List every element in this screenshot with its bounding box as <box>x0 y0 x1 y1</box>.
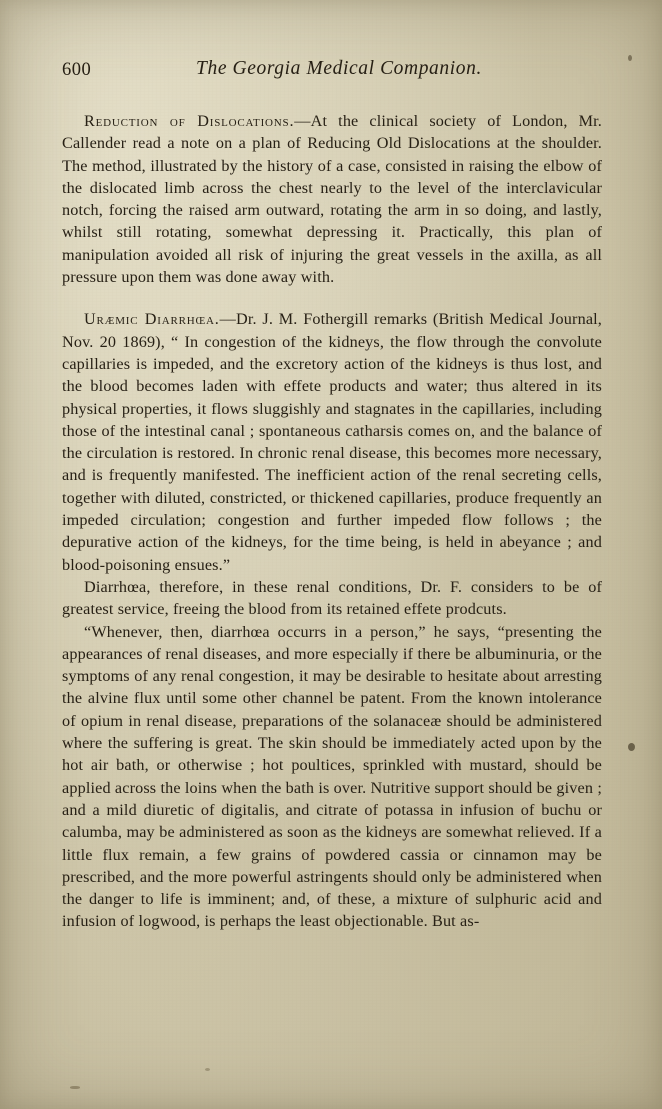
ink-smudge-icon <box>70 1086 80 1089</box>
article-heading-reduction: Reduction of Dislocations. <box>84 112 295 130</box>
running-head <box>62 58 602 88</box>
page-number: 600 <box>62 60 92 80</box>
article-reduction-of-dislocations <box>62 110 602 288</box>
article-uraemic-diarrhoea-p1 <box>62 308 602 576</box>
article-body-uraemic-p1: —Dr. J. M. Fothergill remarks (British Medical Journal, Nov. 20 1869), “ In congestion of the kidneys, the flow through the convolute capillaries is impeded, and the excretory action of the kidneys is thus lost, and the blood becomes laden with effete products and water; thus altered in its physical properties, it flows sluggishly and stagnates in the capillaries, including those of the intestinal canal ; spontaneous catharsis comes on, and the balance of the circulation is restored. In chronic renal disease, this becomes more necessary, and is frequently manifested. The inefficient action of the renal secreting cells, together with diluted, constricted, or thickened capillaries, produce frequently an impeded circulation; congestion and further impeded flow follows ; the depurative action of the kidneys, for the time being, is held in abeyance ; and blood-poisoning ensues.” <box>62 310 602 574</box>
article-uraemic-diarrhoea-p3: “Whenever, then, diarrhœa occurrs in a person,” he says, “presenting the appearances of renal diseases, and more especially if there be albuminuria, or the symptoms of any renal congestion, it may be desirable to hesitate about arresting the alvine flux until some other channel be patent. From the known intolerance of opium in renal disease, preparations of the solanaceæ should be administered where the suffering is great. The skin should be immediately acted upon by the hot air bath, or otherwise ; hot poultices, sprinkled with mustard, should be applied across the loins when the bath is over. Nutritive support should be given ; and a mild diuretic of digitalis, and citrate of potassa in infusion of buchu or calumba, may be administered as soon as the kidneys are somewhat relieved. If a little flux remain, a few grains of powdered cassia or cinnamon may be prescribed, and the more powerful astringents should only be administered when the danger to life is imminent; and, of these, a mixture of sulphuric acid and infusion of logwood, is perhaps the least objectionable. But as- <box>62 622 602 931</box>
running-title: The Georgia Medical Companion. <box>196 58 482 79</box>
article-uraemic-diarrhoea-p2: Diarrhœa, therefore, in these renal conditions, Dr. F. considers to be of greatest service, freeing the blood from its retained effete prodcuts. <box>62 577 602 619</box>
article-heading-uraemic: Uræmic Diarrhœa. <box>84 310 220 329</box>
paragraph-spacer <box>62 288 602 308</box>
ink-speck-icon <box>628 55 632 61</box>
page-content <box>62 58 602 933</box>
ink-smudge-icon <box>205 1068 210 1071</box>
ink-speck-icon <box>628 743 635 751</box>
article-body-reduction: —At the clinical society of London, Mr. Callender read a note on a plan of Reducing Old Dislocations at the shoulder. The method, illustrated by the history of a case, consisted in raising the elbow of the dislocated limb across the chest nearly to the level of the interclavicular notch, forcing the raised arm outward, rotating the arm in so doing, and lastly, whilst still rotating, somewhat depressing it. Practically, this plan of manipulation avoided all risk of injuring the great vessels in the axilla, as all pressure upon them was done away with. <box>62 112 602 287</box>
